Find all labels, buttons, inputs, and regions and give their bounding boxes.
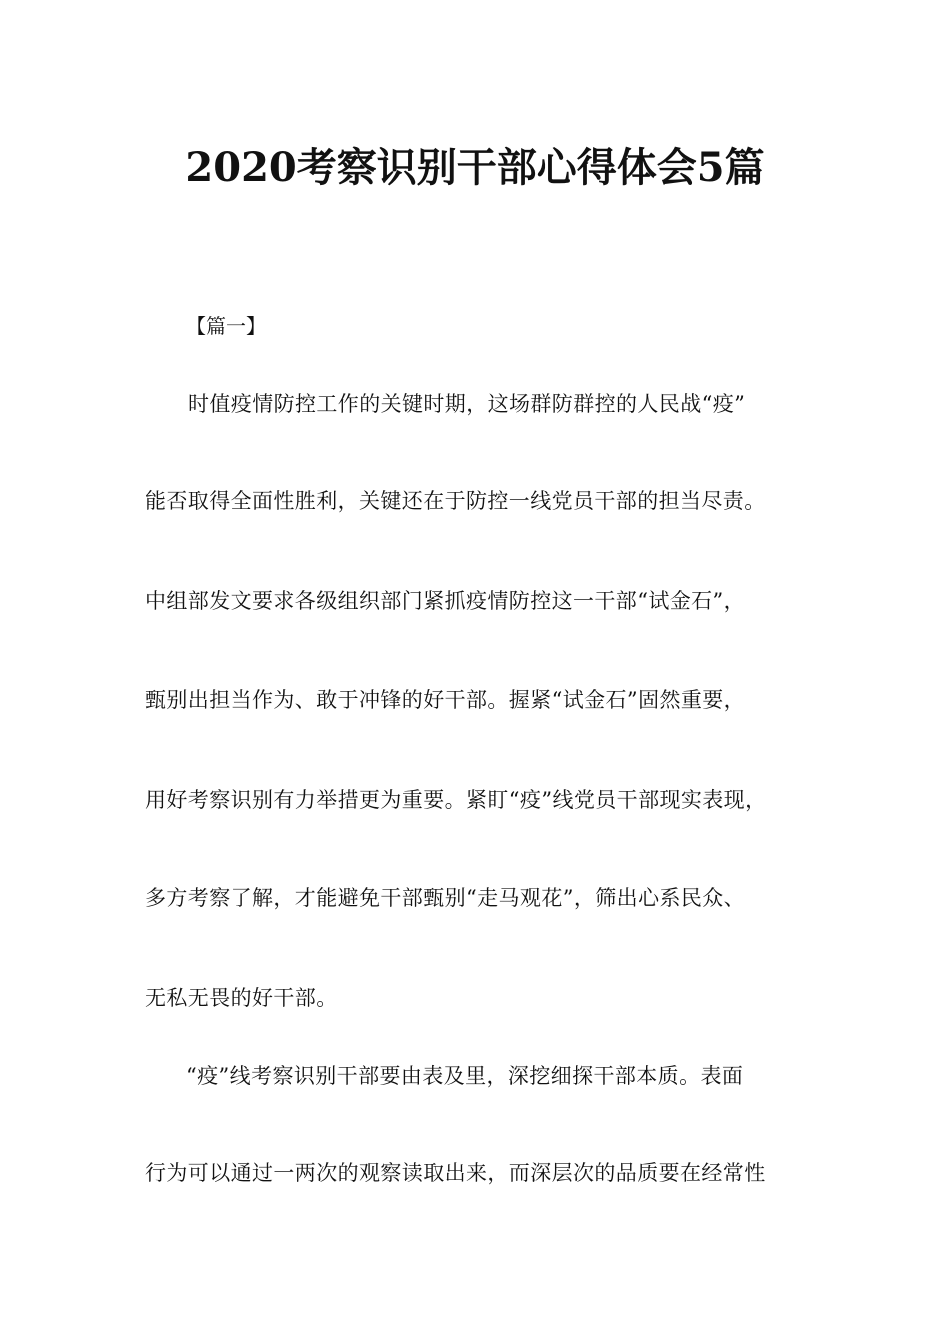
paragraph-line-9: 行为可以通过一两次的观察读取出来，而深层次的品质要在经常性: [145, 1161, 766, 1185]
section-heading: 【篇一】: [186, 314, 266, 338]
paragraph-line-2: 能否取得全面性胜利，关键还在于防控一线党员干部的担当尽责。: [145, 489, 766, 513]
paragraph-line-6: 多方考察了解，才能避免干部甄别“走马观花”，筛出心系民众、: [145, 886, 746, 910]
paragraph-line-8: “疫”线考察识别干部要由表及里，深挖细探干部本质。表面: [186, 1064, 744, 1088]
document-title: 2020考察识别干部心得体会5篇: [185, 144, 765, 191]
paragraph-line-1: 时值疫情防控工作的关键时期，这场群防群控的人民战“疫”: [188, 392, 746, 416]
paragraph-line-3: 中组部发文要求各级组织部门紧抓疫情防控这一干部“试金石”，: [145, 589, 746, 613]
paragraph-line-4: 甄别出担当作为、敢于冲锋的好干部。握紧“试金石”固然重要，: [145, 688, 746, 712]
paragraph-line-5: 用好考察识别有力举措更为重要。紧盯“疫”线党员干部现实表现，: [145, 788, 767, 812]
paragraph-line-7: 无私无畏的好干部。: [145, 986, 338, 1010]
